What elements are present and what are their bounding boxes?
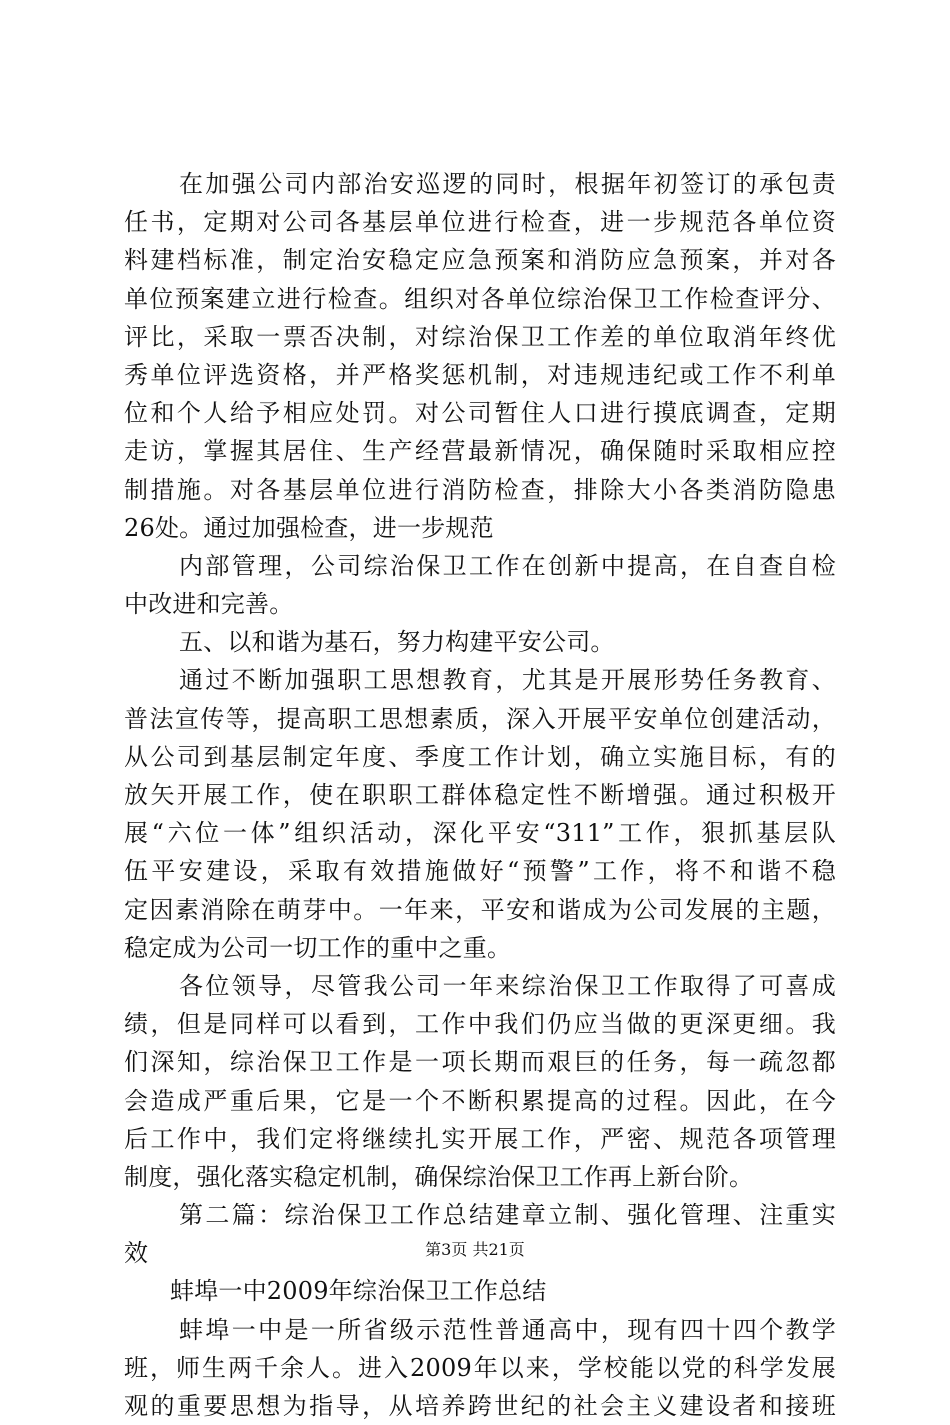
- paragraph-line: 任书，定期对公司各基层单位进行检查，进一步规范各单位资: [124, 208, 836, 237]
- page-number-footer: 第3页 共21页: [425, 1240, 525, 1259]
- paragraph-line: 普法宣传等，提高职工思想素质，深入开展平安单位创建活动，: [124, 704, 836, 733]
- paragraph-line: 制措施。对各基层单位进行消防检查，排除大小各类消防隐患: [124, 475, 836, 504]
- paragraph-line: 展“六位一体”组织活动，深化平安“311”工作，狠抓基层队: [124, 819, 836, 848]
- paragraph-line: 后工作中，我们定将继续扎实开展工作，严密、规范各项管理: [124, 1124, 836, 1153]
- paragraph-line: 放矢开展工作，使在职职工群体稳定性不断增强。通过积极开: [124, 781, 836, 809]
- document-title: 蚌埠一中2009年综治保卫工作总结: [170, 1277, 547, 1306]
- paragraph-line: 蚌埠一中是一所省级示范性普通高中，现有四十四个教学: [179, 1315, 836, 1344]
- paragraph-line: 通过不断加强职工思想教育，尤其是开展形势任务教育、: [179, 666, 836, 695]
- paragraph-line: 从公司到基层制定年度、季度工作计划，确立实施目标，有的: [124, 742, 836, 771]
- paragraph-line: 制度，强化落实稳定机制，确保综治保卫工作再上新台阶。: [124, 1162, 754, 1191]
- paragraph-line: 们深知，综治保卫工作是一项长期而艰巨的任务，每一疏忽都: [124, 1048, 836, 1077]
- paragraph-line: 各位领导，尽管我公司一年来综治保卫工作取得了可喜成: [179, 971, 836, 1000]
- paragraph-line: 中改进和完善。: [124, 590, 294, 619]
- paragraph-line: 会造成严重后果，它是一个不断积累提高的过程。因此，在今: [124, 1086, 836, 1115]
- paragraph-line: 观的重要思想为指导，从培养跨世纪的社会主义建设者和接班: [124, 1392, 836, 1420]
- section-heading: 五、以和谐为基石，努力构建平安公司。: [179, 628, 615, 657]
- document-body: [124, 165, 836, 1425]
- paragraph-line: 单位预案建立进行检查。组织对各单位综治保卫工作检查评分、: [124, 284, 836, 313]
- paragraph-line: 评比，采取一票否决制，对综治保卫工作差的单位取消年终优: [124, 322, 836, 351]
- paragraph-line: 秀单位评选资格，并严格奖惩机制，对违规违纪或工作不利单: [124, 360, 836, 389]
- paragraph-line: 料建档标准，制定治安稳定应急预案和消防应急预案，并对各: [124, 246, 836, 275]
- paragraph-line: 26处。通过加强检查，进一步规范: [124, 513, 494, 542]
- paragraph-line: 稳定成为公司一切工作的重中之重。: [124, 933, 512, 962]
- paragraph-line: 位和个人给予相应处罚。对公司暂住人口进行摸底调查，定期: [124, 399, 836, 428]
- chapter-heading-continued: 效: [124, 1239, 149, 1268]
- paragraph-line: 走访，掌握其居住、生产经营最新情况，确保随时采取相应控: [124, 437, 836, 466]
- paragraph-line: 定因素消除在萌芽中。一年来，平安和谐成为公司发展的主题，: [124, 895, 836, 924]
- paragraph-line: 伍平安建设，采取有效措施做好“预警”工作，将不和谐不稳: [124, 857, 836, 886]
- paragraph-line: 在加强公司内部治安巡逻的同时，根据年初签订的承包责: [179, 170, 836, 198]
- paragraph-line: 班，师生两千余人。进入2009年以来，学校能以党的科学发展: [124, 1353, 836, 1382]
- chapter-heading: 第二篇：综治保卫工作总结建章立制、强化管理、注重实: [179, 1201, 836, 1230]
- paragraph-line: 内部管理，公司综治保卫工作在创新中提高，在自查自检: [179, 551, 836, 580]
- paragraph-line: 绩，但是同样可以看到，工作中我们仍应当做的更深更细。我: [124, 1010, 836, 1039]
